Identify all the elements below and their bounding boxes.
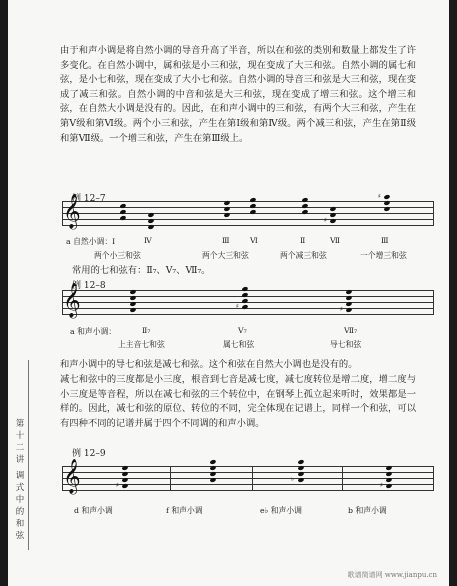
paragraph-diminished-seventh: 和声小调中的导七和弦是减七和弦。这个和弦在自然大小调也是没有的。 bbox=[60, 359, 358, 370]
chapter-title: 调式中的和弦 bbox=[15, 471, 25, 541]
paragraph-seventh-chords: 常用的七和弦有：Ⅱ₇、Ⅴ₇、Ⅶ₇。 bbox=[72, 265, 211, 276]
paragraph-enharmonic: 减七和弦中的三度都是小三度，根音到七音是减七度，减七度转位是增二度，增二度与小三度是等音程，所以在减七和弦的三个转位中，在钢琴上孤立起来听时，效果都是一样的。因此，减七和弦的原位、转位的不同，完全体现在记谱上，同样一个和弦，可以有四种不同的记谱并属于四个不同调的和声小调。 bbox=[60, 374, 416, 429]
degree-label: Ⅲ bbox=[381, 236, 389, 245]
degree-label: Ⅴ₇ bbox=[238, 326, 247, 335]
group-label: 一个增三和弦 bbox=[360, 251, 407, 260]
paragraph-intro: 由于和声小调是将自然小调的导音升高了半音，所以在和弦的类别和数量上都发生了许多变化。在自然小调中，属和弦是小三和弦，现在变成了大三和弦。自然小调的属七和弦，是小七和弦，现在变成了大小七和弦。自然小调的导音三和弦是大三和弦，现在变成了减三和弦。自然小调的中音和弦是大三和弦，现在变成了增三和弦。这个增三和弦，在自然大小调是没有的。因此，在和声小调中的三和弦，有两个大三和弦，产生在第Ⅴ级和第Ⅵ级。两个小三和弦，产生在第Ⅰ级和第Ⅳ级。两个减三和弦，产生在第Ⅱ级和第Ⅶ级。一个增三和弦，产生在第Ⅲ级上。 bbox=[60, 45, 416, 144]
example-label-12-8: 例 12–8 bbox=[72, 281, 106, 291]
document-page bbox=[8, 0, 449, 586]
group-label: 两个小三和弦 bbox=[94, 251, 141, 260]
staff-12-7: 𝄞 ♯ ♯ bbox=[62, 201, 434, 227]
example-label-12-7: 例 12–7 bbox=[72, 194, 106, 204]
key-label: f 和声小调 bbox=[166, 506, 203, 515]
group-label: 两个大三和弦 bbox=[202, 251, 249, 260]
group-label: 导七和弦 bbox=[330, 340, 362, 349]
degree-label: Ⅶ bbox=[330, 236, 341, 245]
treble-clef-icon: 𝄞 bbox=[63, 459, 81, 494]
degree-label: Ⅱ₇ bbox=[142, 326, 151, 335]
chapter-marker: 第十二讲 bbox=[15, 419, 25, 465]
staff-12-9: 𝄞 ♯ ♭ ♯ bbox=[62, 466, 434, 492]
key-label: d 和声小调 bbox=[74, 506, 113, 515]
group-label: 两个减三和弦 bbox=[280, 251, 327, 260]
key-label-12-7: a 自然小调：Ⅰ bbox=[66, 237, 116, 246]
treble-clef-icon: 𝄞 bbox=[63, 194, 81, 229]
key-label-12-8: a 和声小调： bbox=[70, 327, 117, 336]
degree-label: Ⅳ bbox=[144, 236, 152, 245]
group-label: 属七和弦 bbox=[223, 340, 255, 349]
watermark: 歌谱简谱网 www.jianpu.cn bbox=[347, 571, 437, 579]
degree-label: Ⅵ bbox=[250, 236, 258, 245]
treble-clef-icon: 𝄞 bbox=[63, 283, 81, 318]
degree-label: Ⅶ₇ bbox=[344, 326, 358, 335]
example-label-12-9: 例 12–9 bbox=[72, 449, 106, 459]
degree-label: Ⅱ bbox=[300, 236, 306, 245]
group-label: 上主音七和弦 bbox=[118, 340, 165, 349]
key-label: e♭ 和声小调 bbox=[260, 506, 302, 515]
sidebar-rule bbox=[28, 360, 29, 550]
key-label: b 和声小调 bbox=[348, 506, 387, 515]
degree-label: Ⅲ bbox=[222, 236, 230, 245]
staff-12-8: 𝄞 ♯ ♯ bbox=[62, 290, 434, 316]
